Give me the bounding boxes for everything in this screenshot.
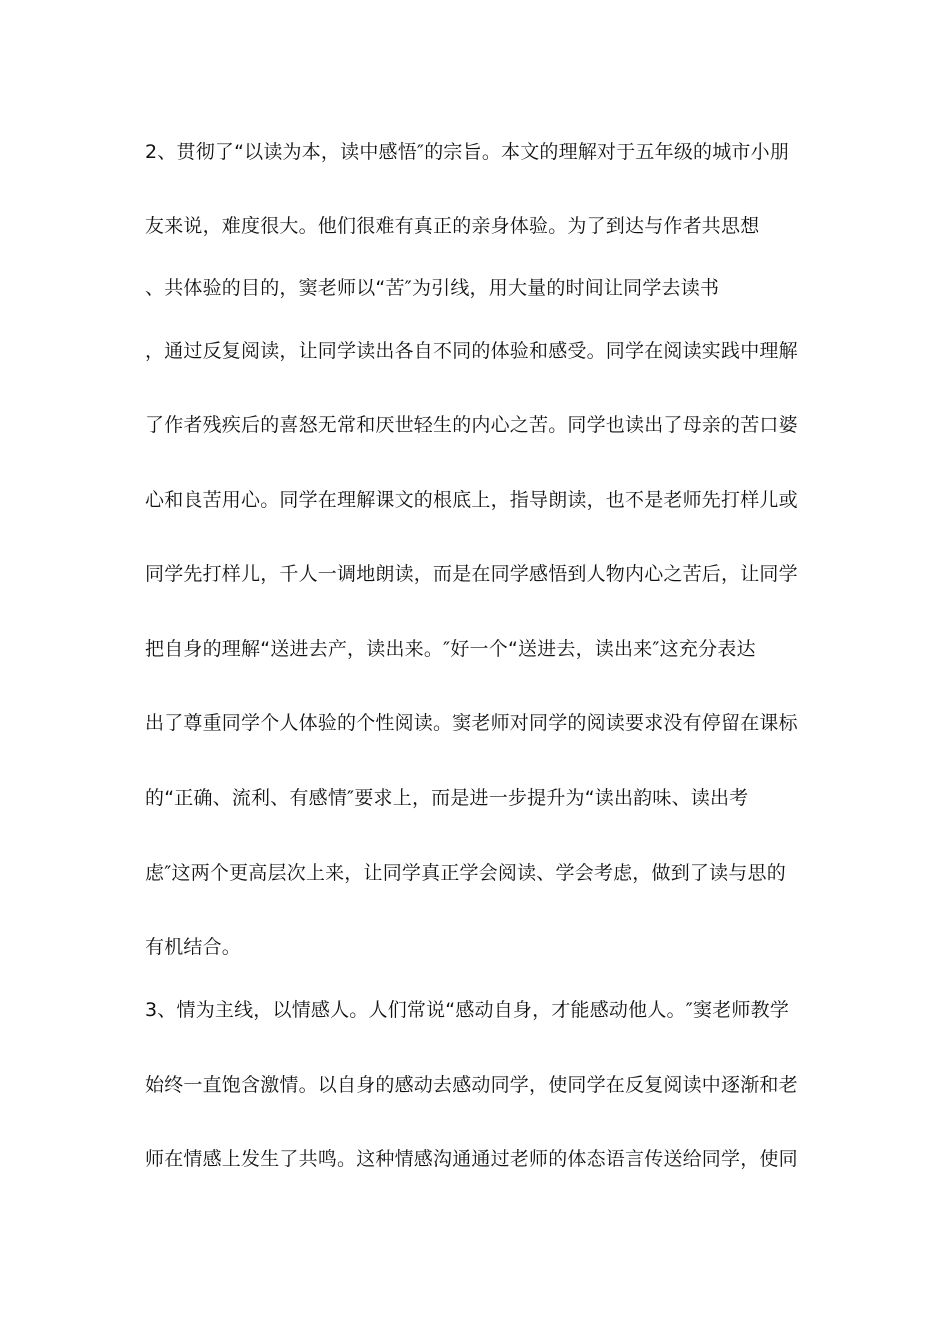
paragraph-2-line-11: 虑″这两个更高层次上来，让同学真正学会阅读、学会考虑，做到了读与思的	[145, 862, 786, 884]
paragraph-2-line-1: 2、贯彻了“以读为本，读中感悟″的宗旨。本文的理解对于五年级的城市小朋	[145, 141, 790, 163]
paragraph-3-line-3: 师在情感上发生了共鸣。这种情感沟通通过老师的体态语言传送给同学，使同	[145, 1148, 798, 1170]
paragraph-2-line-2: 友来说，难度很大。他们很难有真正的亲身体验。为了到达与作者共思想	[145, 215, 760, 237]
paragraph-2-line-12: 有机结合。	[145, 936, 242, 958]
paragraph-2-line-9: 出了尊重同学个人体验的个性阅读。窦老师对同学的阅读要求没有停留在课标	[145, 712, 798, 734]
paragraph-2-line-6: 心和良苦用心。同学在理解课文的根底上，指导朗读，也不是老师先打样儿或	[145, 489, 798, 511]
paragraph-2-line-7: 同学先打样儿，千人一调地朗读，而是在同学感悟到人物内心之苦后，让同学	[145, 563, 798, 585]
paragraph-2-line-10: 的“正确、流利、有感情″要求上，而是进一步提升为“读出韵味、读出考	[145, 787, 749, 809]
paragraph-3-line-2: 始终一直饱含激情。以自身的感动去感动同学，使同学在反复阅读中逐渐和老	[145, 1074, 798, 1096]
paragraph-3-line-1: 3、情为主线，以情感人。人们常说“感动自身，才能感动他人。″窦老师教学	[145, 999, 790, 1021]
paragraph-2-line-3: 、共体验的目的，窦老师以“苦″为引线，用大量的时间让同学去读书	[145, 277, 720, 299]
paragraph-2-line-4: ，通过反复阅读，让同学读出各自不同的体验和感受。同学在阅读实践中理解	[145, 340, 798, 362]
paragraph-2-line-5: 了作者残疾后的喜怒无常和厌世轻生的内心之苦。同学也读出了母亲的苦口婆	[145, 414, 798, 436]
paragraph-2-line-8: 把自身的理解“送进去产，读出来。″好一个“送进去，读出来″这充分表达	[145, 638, 756, 660]
